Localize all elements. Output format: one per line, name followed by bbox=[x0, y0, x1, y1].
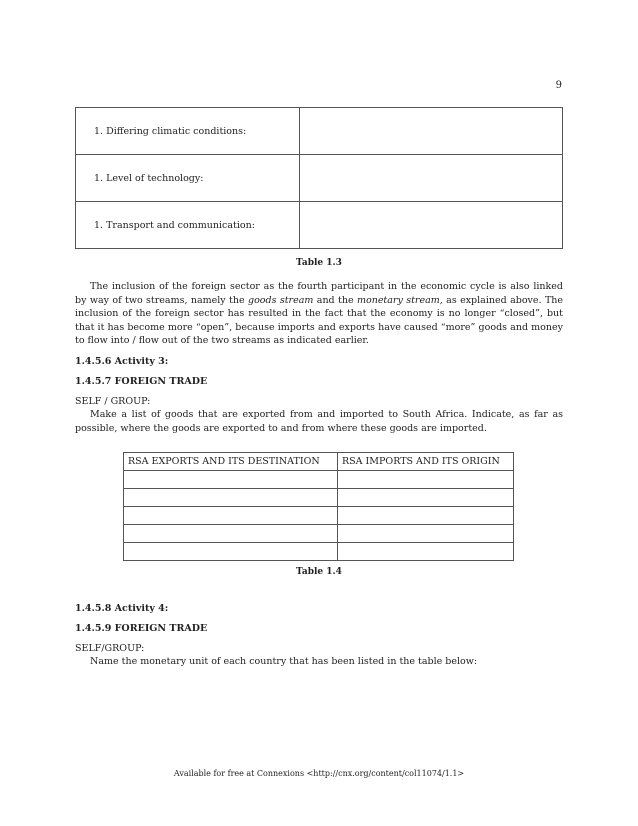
foreign-trade-heading-2: 1.4.5.9 FOREIGN TRADE bbox=[75, 623, 208, 634]
imports-column-header: RSA IMPORTS AND ITS ORIGIN bbox=[338, 453, 514, 471]
table-cell-label: 1. Level of technology: bbox=[76, 155, 300, 202]
activity-3-heading: 1.4.5.6 Activity 3: bbox=[75, 356, 169, 367]
table-cell bbox=[338, 489, 514, 507]
table-cell bbox=[338, 525, 514, 543]
table-cell bbox=[124, 525, 338, 543]
table-1-4-caption: Table 1.4 bbox=[296, 567, 342, 577]
table-row bbox=[124, 543, 514, 561]
table-row bbox=[124, 489, 514, 507]
table-1-3-caption: Table 1.3 bbox=[296, 258, 342, 268]
monetary-stream-term: monetary stream bbox=[356, 294, 440, 306]
table-cell bbox=[124, 543, 338, 561]
instruction-paragraph-2 bbox=[75, 655, 563, 669]
table-row bbox=[124, 507, 514, 525]
table-1-4 bbox=[123, 452, 514, 561]
goods-stream-term: goods stream bbox=[248, 294, 314, 306]
activity-4-heading: 1.4.5.8 Activity 4: bbox=[75, 603, 169, 614]
table-cell-answer bbox=[300, 155, 563, 202]
paragraph-text: The inclusion of the foreign sector as the fourth participant in the economic cycle is also linked by way of two streams, namely the bbox=[75, 281, 563, 306]
table-1-3 bbox=[75, 107, 563, 249]
instruction-text: Make a list of goods that are exported from and imported to South Africa. Indicate, as far as possible, where the goods are exported to and from where these goods are imported. bbox=[75, 409, 563, 434]
self-group-label-2: SELF/GROUP: bbox=[75, 643, 145, 654]
paragraph-text: and the bbox=[313, 294, 357, 306]
table-cell-label: 1. Transport and communication: bbox=[76, 202, 300, 249]
body-paragraph bbox=[75, 280, 563, 348]
table-cell-answer bbox=[300, 202, 563, 249]
page-number: 9 bbox=[555, 80, 562, 91]
table-row bbox=[76, 155, 563, 202]
instruction-paragraph-1 bbox=[75, 408, 563, 435]
table-cell-label: 1. Differing climatic conditions: bbox=[76, 108, 300, 155]
foreign-trade-heading-1: 1.4.5.7 FOREIGN TRADE bbox=[75, 376, 208, 387]
page-footer: Available for free at Connexions <http://cnx.org/content/col11074/1.1> bbox=[173, 769, 465, 778]
table-cell bbox=[124, 489, 338, 507]
table-row bbox=[76, 202, 563, 249]
table-cell bbox=[124, 471, 338, 489]
table-header-row bbox=[124, 453, 514, 471]
exports-column-header: RSA EXPORTS AND ITS DESTINATION bbox=[124, 453, 338, 471]
table-cell bbox=[338, 507, 514, 525]
table-cell bbox=[338, 471, 514, 489]
table-cell bbox=[124, 507, 338, 525]
self-group-label-1: SELF / GROUP: bbox=[75, 396, 151, 407]
table-row bbox=[124, 525, 514, 543]
table-cell-answer bbox=[300, 108, 563, 155]
instruction-text: Name the monetary unit of each country that has been listed in the table below: bbox=[90, 656, 478, 667]
table-row bbox=[76, 108, 563, 155]
paragraph-text: , as explained above. The inclusion of the foreign sector has resulted in the fact that the economy is no longer “closed”, but that it has become more “open”, because imports and exports have caused “more” goods and money to flow into / flow out of the two streams as indicated earlier. bbox=[75, 294, 564, 347]
table-row bbox=[124, 471, 514, 489]
table-cell bbox=[338, 543, 514, 561]
